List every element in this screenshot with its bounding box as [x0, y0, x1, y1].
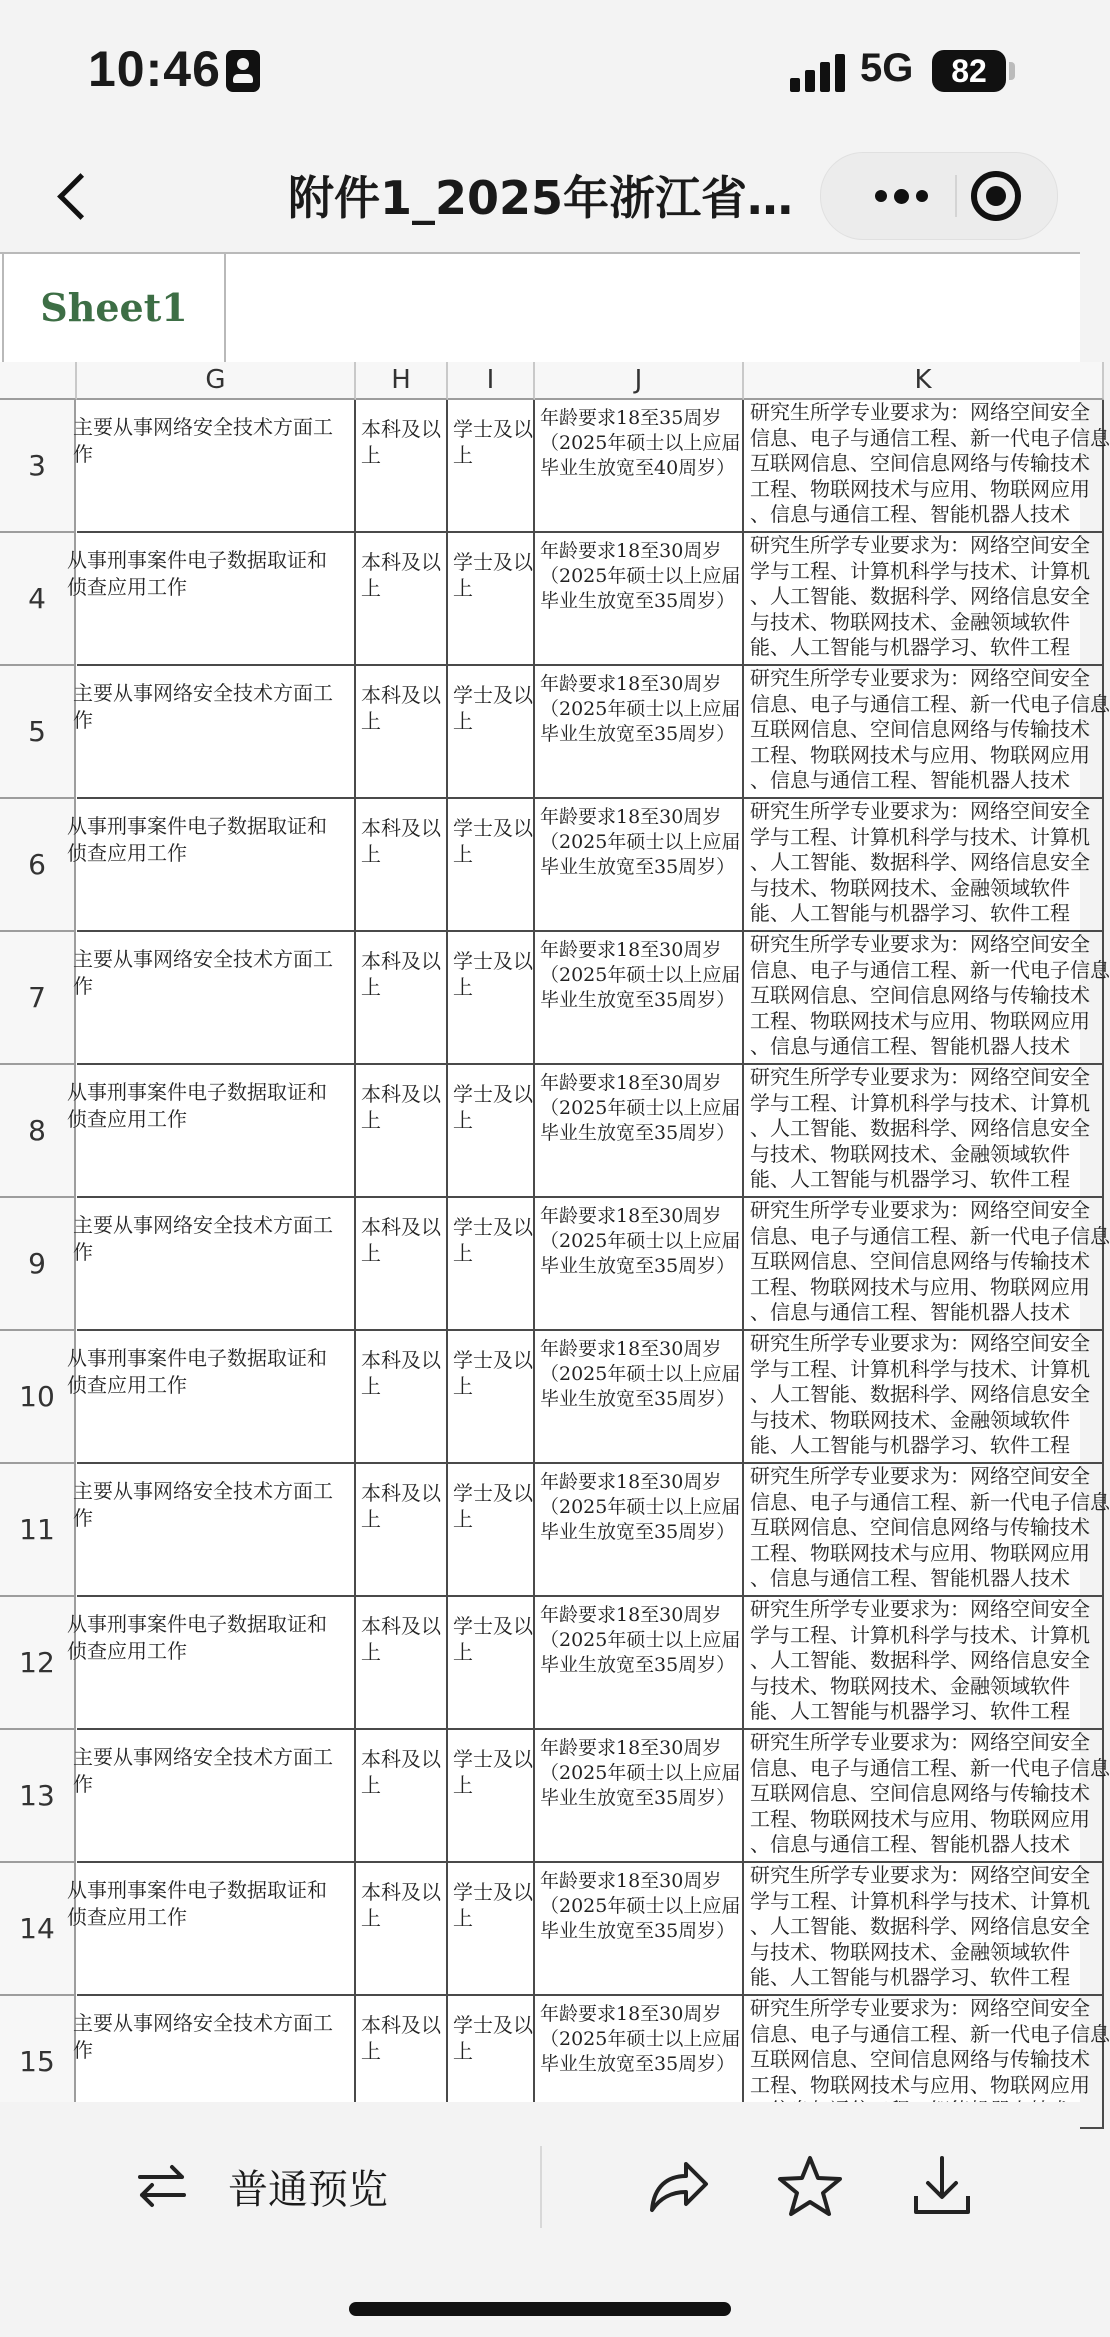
row-header[interactable]: 13 — [0, 1730, 76, 1863]
cell-text-line: 作 — [73, 1506, 93, 1530]
cell-text-line: 从事刑事案件电子数据取证和 — [67, 1080, 327, 1104]
download-button[interactable] — [902, 2146, 982, 2226]
cell-education[interactable]: 本科及以上 — [356, 1464, 448, 1597]
cell-text-line: 能、人工智能与机器学习、软件工程 — [750, 1167, 1070, 1192]
row-header[interactable]: 6 — [0, 799, 76, 932]
cell-text-line: 互联网信息、空间信息网络与传输技术 — [750, 1781, 1090, 1806]
cell-text-line: 能、人工智能与机器学习、软件工程 — [750, 1433, 1070, 1458]
cell-text-line: 研究生所学专业要求为：网络空间安全 — [750, 1198, 1090, 1222]
cell-text-line: 学与工程、计算机科学与技术、计算机 — [750, 1622, 1090, 1647]
cell-text-line: 作 — [73, 708, 93, 732]
home-indicator — [349, 2302, 731, 2316]
cell-text-line: 侦查应用工作 — [67, 841, 187, 865]
cell-education[interactable]: 本科及以上 — [356, 1863, 448, 1996]
close-mini-program-button[interactable] — [971, 171, 1021, 221]
cell-text-line: 作 — [73, 442, 93, 466]
cell-degree[interactable]: 学士及以上 — [448, 533, 535, 666]
cell-age-requirement[interactable]: 年龄要求18至30周岁（2025年硕士以上应届毕业生放宽至35周岁） — [535, 666, 744, 799]
cell-text-line: 工程、物联网技术与应用、物联网应用 — [750, 476, 1090, 501]
cell-education[interactable]: 本科及以上 — [356, 1597, 448, 1730]
cell-text-line: 、人工智能、数据科学、网络信息安全 — [750, 584, 1090, 609]
cell-text-line: 信息、电子与通信工程、新一代电子信息 — [750, 1755, 1110, 1780]
cell-major-requirement[interactable] — [744, 1597, 1104, 1730]
grid-corner — [0, 362, 77, 400]
cell-job-description[interactable] — [73, 932, 356, 1065]
page-title: 附件1_2025年浙江省… — [288, 171, 794, 225]
cell-age-requirement[interactable]: 年龄要求18至30周岁（2025年硕士以上应届毕业生放宽至35周岁） — [535, 1730, 744, 1863]
cell-job-description[interactable] — [73, 1730, 356, 1863]
cell-education[interactable]: 本科及以上 — [356, 1996, 448, 2129]
cell-age-requirement[interactable]: 年龄要求18至30周岁（2025年硕士以上应届毕业生放宽至35周岁） — [535, 1996, 744, 2129]
cell-text-line: 主要从事网络安全技术方面工 — [73, 415, 333, 439]
cell-major-requirement[interactable] — [744, 1331, 1104, 1464]
column-header-k[interactable]: K — [744, 362, 1104, 400]
cell-job-description[interactable] — [67, 799, 356, 932]
cell-text-line: 侦查应用工作 — [67, 1373, 187, 1397]
cell-text-line: 侦查应用工作 — [67, 1639, 187, 1663]
back-button[interactable] — [44, 168, 100, 224]
cell-text-line: 学与工程、计算机科学与技术、计算机 — [750, 1090, 1090, 1115]
cell-text-line: 与技术、物联网技术、金融领域软件 — [750, 875, 1070, 900]
cell-major-requirement[interactable] — [744, 666, 1110, 799]
cell-text-line: 能、人工智能与机器学习、软件工程 — [750, 901, 1070, 926]
cell-age-requirement[interactable]: 年龄要求18至30周岁（2025年硕士以上应届毕业生放宽至35周岁） — [535, 799, 744, 932]
cell-age-requirement[interactable]: 年龄要求18至30周岁（2025年硕士以上应届毕业生放宽至35周岁） — [535, 1863, 744, 1996]
cell-text-line: 与技术、物联网技术、金融领域软件 — [750, 609, 1070, 634]
row-header[interactable]: 4 — [0, 533, 76, 666]
cell-text-line: 研究生所学专业要求为：网络空间安全 — [750, 1730, 1090, 1754]
cell-age-requirement[interactable]: 年龄要求18至30周岁（2025年硕士以上应届毕业生放宽至35周岁） — [535, 932, 744, 1065]
share-icon — [638, 2146, 718, 2226]
favorite-button[interactable] — [770, 2146, 850, 2226]
cell-text-line: 、信息与通信工程、智能机器人技术 — [750, 768, 1070, 793]
cell-degree[interactable]: 学士及以上 — [448, 400, 535, 533]
battery-level: 82 — [932, 50, 1006, 92]
cell-text-line: 能、人工智能与机器学习、软件工程 — [750, 1965, 1070, 1990]
cell-text-line: 研究生所学专业要求为：网络空间安全 — [750, 1331, 1090, 1355]
column-header-g[interactable]: G — [77, 362, 356, 400]
cell-text-line: 作 — [73, 1772, 93, 1796]
battery-icon — [1009, 62, 1015, 80]
mini-program-capsule — [820, 152, 1058, 240]
preview-mode-toggle[interactable] — [136, 2146, 388, 2226]
cell-age-requirement[interactable]: 年龄要求18至30周岁（2025年硕士以上应届毕业生放宽至35周岁） — [535, 1331, 744, 1464]
cell-education[interactable]: 本科及以上 — [356, 1198, 448, 1331]
cell-text-line: 主要从事网络安全技术方面工 — [73, 1213, 333, 1237]
cell-education[interactable]: 本科及以上 — [356, 1730, 448, 1863]
cell-text-line: 研究生所学专业要求为：网络空间安全 — [750, 1065, 1090, 1089]
cell-text-line: 学与工程、计算机科学与技术、计算机 — [750, 558, 1090, 583]
column-header-j[interactable]: J — [535, 362, 744, 400]
cell-text-line: 信息、电子与通信工程、新一代电子信息 — [750, 425, 1110, 450]
status-time: 10:46 — [88, 41, 221, 97]
cell-degree[interactable]: 学士及以上 — [448, 666, 535, 799]
cell-degree[interactable]: 学士及以上 — [448, 932, 535, 1065]
cell-job-description[interactable] — [73, 1464, 356, 1597]
download-icon — [902, 2146, 982, 2226]
sheet-tab-bar — [0, 252, 1080, 364]
cell-major-requirement[interactable] — [744, 932, 1110, 1065]
cell-text-line: 研究生所学专业要求为：网络空间安全 — [750, 533, 1090, 557]
cell-text-line: 能、人工智能与机器学习、软件工程 — [750, 1699, 1070, 1724]
cell-major-requirement[interactable] — [744, 1198, 1110, 1331]
column-header-i[interactable]: I — [448, 362, 535, 400]
cell-degree[interactable]: 学士及以上 — [448, 1597, 535, 1730]
cell-job-description[interactable] — [67, 1597, 356, 1730]
cell-major-requirement[interactable] — [744, 1464, 1110, 1597]
cell-text-line: 互联网信息、空间信息网络与传输技术 — [750, 717, 1090, 742]
cell-text-line: 、信息与通信工程、智能机器人技术 — [750, 1300, 1070, 1325]
cell-text-line: 能、人工智能与机器学习、软件工程 — [750, 635, 1070, 660]
cell-text-line: 作 — [73, 974, 93, 998]
cell-job-description[interactable] — [73, 1198, 356, 1331]
cell-text-line: 从事刑事案件电子数据取证和 — [67, 1612, 327, 1636]
cell-age-requirement[interactable]: 年龄要求18至30周岁（2025年硕士以上应届毕业生放宽至35周岁） — [535, 1198, 744, 1331]
cell-major-requirement[interactable] — [744, 533, 1104, 666]
cell-text-line: 工程、物联网技术与应用、物联网应用 — [750, 1540, 1090, 1565]
share-button[interactable] — [638, 2146, 718, 2226]
row-header[interactable]: 15 — [0, 1996, 76, 2129]
cell-education[interactable]: 本科及以上 — [356, 1065, 448, 1198]
cell-text-line: 作 — [73, 1240, 93, 1264]
cell-text-line: 从事刑事案件电子数据取证和 — [67, 1878, 327, 1902]
cell-text-line: 、信息与通信工程、智能机器人技术 — [750, 1034, 1070, 1059]
row-header[interactable]: 3 — [0, 400, 76, 533]
cell-text-line: 信息、电子与通信工程、新一代电子信息 — [750, 1489, 1110, 1514]
cell-text-line: 与技术、物联网技术、金融领域软件 — [750, 1939, 1070, 1964]
cell-text-line: 信息、电子与通信工程、新一代电子信息 — [750, 1223, 1110, 1248]
row-header[interactable]: 10 — [0, 1331, 76, 1464]
cell-text-line: 从事刑事案件电子数据取证和 — [67, 1346, 327, 1370]
cell-text-line: 与技术、物联网技术、金融领域软件 — [750, 1141, 1070, 1166]
cell-text-line: 互联网信息、空间信息网络与传输技术 — [750, 1515, 1090, 1540]
cell-job-description[interactable] — [67, 1065, 356, 1198]
cell-text-line: 研究生所学专业要求为：网络空间安全 — [750, 1597, 1090, 1621]
row-header[interactable]: 7 — [0, 932, 76, 1065]
cell-education[interactable]: 本科及以上 — [356, 932, 448, 1065]
cell-education[interactable]: 本科及以上 — [356, 666, 448, 799]
cell-text-line: 主要从事网络安全技术方面工 — [73, 1745, 333, 1769]
cell-text-line: 学与工程、计算机科学与技术、计算机 — [750, 1356, 1090, 1381]
cell-text-line: 工程、物联网技术与应用、物联网应用 — [750, 742, 1090, 767]
cell-education[interactable]: 本科及以上 — [356, 400, 448, 533]
cell-text-line: 与技术、物联网技术、金融领域软件 — [750, 1407, 1070, 1432]
row-header[interactable]: 11 — [0, 1464, 76, 1597]
cell-text-line: 研究生所学专业要求为：网络空间安全 — [750, 1464, 1090, 1488]
cell-degree[interactable]: 学士及以上 — [448, 1730, 535, 1863]
id-card-icon — [226, 50, 260, 92]
cell-text-line: 研究生所学专业要求为：网络空间安全 — [750, 799, 1090, 823]
cell-text-line: 工程、物联网技术与应用、物联网应用 — [750, 1008, 1090, 1033]
cell-major-requirement[interactable] — [744, 400, 1110, 533]
row-header[interactable]: 9 — [0, 1198, 76, 1331]
cell-text-line: 信息、电子与通信工程、新一代电子信息 — [750, 691, 1110, 716]
cell-job-description[interactable] — [67, 1863, 356, 1996]
cell-age-requirement[interactable]: 年龄要求18至35周岁（2025年硕士以上应届毕业生放宽至40周岁） — [535, 400, 744, 533]
cell-text-line: 、信息与通信工程、智能机器人技术 — [750, 502, 1070, 527]
cell-text-line: 研究生所学专业要求为：网络空间安全 — [750, 400, 1090, 424]
cell-degree[interactable]: 学士及以上 — [448, 1198, 535, 1331]
network-type: 5G — [860, 46, 914, 90]
cell-age-requirement[interactable]: 年龄要求18至30周岁（2025年硕士以上应届毕业生放宽至35周岁） — [535, 1065, 744, 1198]
cell-text-line: 互联网信息、空间信息网络与传输技术 — [750, 2047, 1090, 2072]
cell-degree[interactable]: 学士及以上 — [448, 1331, 535, 1464]
cell-text-line: 互联网信息、空间信息网络与传输技术 — [750, 451, 1090, 476]
cell-job-description[interactable] — [73, 666, 356, 799]
cell-text-line: 工程、物联网技术与应用、物联网应用 — [750, 1806, 1090, 1831]
cell-text-line: 研究生所学专业要求为：网络空间安全 — [750, 1863, 1090, 1887]
cell-text-line: 互联网信息、空间信息网络与传输技术 — [750, 1249, 1090, 1274]
star-icon — [770, 2146, 850, 2226]
cell-text-line: 、人工智能、数据科学、网络信息安全 — [750, 1382, 1090, 1407]
row-header[interactable]: 5 — [0, 666, 76, 799]
row-header[interactable]: 8 — [0, 1065, 76, 1198]
cell-text-line: 工程、物联网技术与应用、物联网应用 — [750, 1274, 1090, 1299]
cell-text-line: 与技术、物联网技术、金融领域软件 — [750, 1673, 1070, 1698]
cell-text-line: 信息、电子与通信工程、新一代电子信息 — [750, 957, 1110, 982]
cell-text-line: 、人工智能、数据科学、网络信息安全 — [750, 1648, 1090, 1673]
cell-text-line: 学与工程、计算机科学与技术、计算机 — [750, 1888, 1090, 1913]
row-header[interactable]: 14 — [0, 1863, 76, 1996]
cell-text-line: 信息、电子与通信工程、新一代电子信息 — [750, 2021, 1110, 2046]
cell-age-requirement[interactable]: 年龄要求18至30周岁（2025年硕士以上应届毕业生放宽至35周岁） — [535, 533, 744, 666]
column-header-h[interactable]: H — [356, 362, 448, 400]
signal-strength-icon — [790, 52, 846, 92]
cell-text-line: 、人工智能、数据科学、网络信息安全 — [750, 850, 1090, 875]
cell-job-description[interactable] — [67, 533, 356, 666]
sheet-tab-sheet1[interactable]: Sheet1 — [2, 254, 226, 362]
cell-education[interactable]: 本科及以上 — [356, 799, 448, 932]
row-header[interactable]: 12 — [0, 1597, 76, 1730]
cell-age-requirement[interactable]: 年龄要求18至30周岁（2025年硕士以上应届毕业生放宽至35周岁） — [535, 1464, 744, 1597]
cell-text-line: 侦查应用工作 — [67, 1107, 187, 1131]
cell-text-line: 主要从事网络安全技术方面工 — [73, 681, 333, 705]
cell-degree[interactable]: 学士及以上 — [448, 1863, 535, 1996]
cell-degree[interactable]: 学士及以上 — [448, 1065, 535, 1198]
cell-text-line: 互联网信息、空间信息网络与传输技术 — [750, 983, 1090, 1008]
cell-age-requirement[interactable]: 年龄要求18至30周岁（2025年硕士以上应届毕业生放宽至35周岁） — [535, 1597, 744, 1730]
more-options-button[interactable] — [851, 153, 951, 239]
cell-text-line: 研究生所学专业要求为：网络空间安全 — [750, 932, 1090, 956]
capsule-divider — [955, 175, 957, 217]
preview-mode-label: 普通预览 — [228, 2166, 388, 2213]
toolbar-divider — [540, 2146, 542, 2228]
cell-text-line: 从事刑事案件电子数据取证和 — [67, 548, 327, 572]
cell-text-line: 主要从事网络安全技术方面工 — [73, 2011, 333, 2035]
cell-major-requirement[interactable] — [744, 1730, 1110, 1863]
cell-degree[interactable]: 学士及以上 — [448, 1996, 535, 2129]
cell-job-description[interactable] — [67, 1331, 356, 1464]
cell-text-line: 研究生所学专业要求为：网络空间安全 — [750, 666, 1090, 690]
switch-arrows-icon — [136, 2163, 188, 2209]
status-bar — [0, 0, 1080, 140]
cell-job-description[interactable] — [73, 400, 356, 533]
cell-text-line: 主要从事网络安全技术方面工 — [73, 947, 333, 971]
nav-bar — [0, 140, 1080, 250]
spreadsheet-grid[interactable] — [0, 362, 1110, 2102]
cell-degree[interactable]: 学士及以上 — [448, 799, 535, 932]
cell-text-line: 作 — [73, 2038, 93, 2062]
cell-education[interactable]: 本科及以上 — [356, 533, 448, 666]
cell-major-requirement[interactable] — [744, 1065, 1104, 1198]
cell-degree[interactable]: 学士及以上 — [448, 1464, 535, 1597]
cell-text-line: 主要从事网络安全技术方面工 — [73, 1479, 333, 1503]
cell-text-line: 工程、物联网技术与应用、物联网应用 — [750, 2072, 1090, 2097]
cell-major-requirement[interactable] — [744, 1863, 1104, 1996]
cell-education[interactable]: 本科及以上 — [356, 1331, 448, 1464]
cell-text-line: 研究生所学专业要求为：网络空间安全 — [750, 1996, 1090, 2020]
cell-text-line: 、信息与通信工程、智能机器人技术 — [750, 1566, 1070, 1591]
cell-text-line: 侦查应用工作 — [67, 1905, 187, 1929]
cell-text-line: 侦查应用工作 — [67, 575, 187, 599]
cell-text-line: 学与工程、计算机科学与技术、计算机 — [750, 824, 1090, 849]
cell-text-line: 、人工智能、数据科学、网络信息安全 — [750, 1914, 1090, 1939]
cell-text-line: 、人工智能、数据科学、网络信息安全 — [750, 1116, 1090, 1141]
cell-text-line: 、信息与通信工程、智能机器人技术 — [750, 1832, 1070, 1857]
cell-major-requirement[interactable] — [744, 799, 1104, 932]
cell-text-line: 从事刑事案件电子数据取证和 — [67, 814, 327, 838]
